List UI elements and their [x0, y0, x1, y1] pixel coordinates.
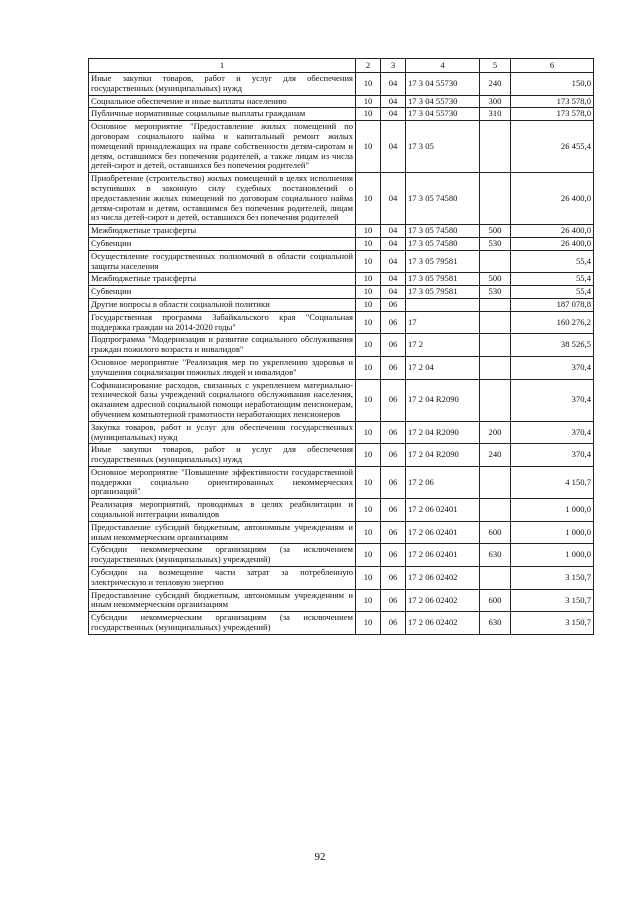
row-name-cell: Субвенции [89, 286, 356, 299]
row-subsection-cell: 04 [381, 95, 406, 108]
table-row [89, 356, 594, 379]
row-subsection-cell: 04 [381, 225, 406, 238]
row-target-article-cell: 17 2 04 [406, 356, 480, 379]
row-name-cell: Субсидии на возмещение части затрат за потребленную электрическую и тепловую энергию [89, 567, 356, 590]
table-row [89, 173, 594, 225]
row-subsection-cell: 04 [381, 237, 406, 250]
table-row [89, 311, 594, 334]
row-target-article-cell: 17 2 04 R2090 [406, 421, 480, 444]
row-name-cell: Иные закупки товаров, работ и услуг для обеспечения государственных (муниципальных) нужд [89, 444, 356, 467]
row-amount-cell: 173 578,0 [511, 95, 594, 108]
row-amount-cell: 38 526,5 [511, 334, 594, 357]
row-expense-type-cell: 240 [480, 444, 511, 467]
row-amount-cell: 160 276,2 [511, 311, 594, 334]
row-name-cell: Государственная программа Забайкальского края "Социальная поддержка граждан на 2014-2020 годы" [89, 311, 356, 334]
row-name-cell: Межбюджетные трансферты [89, 273, 356, 286]
table-header-row [89, 59, 594, 73]
row-section-cell: 10 [356, 237, 381, 250]
row-name-cell: Основное мероприятие "Повышение эффективности государственной поддержки социально ориентированных некоммерческих организаций" [89, 466, 356, 498]
row-expense-type-cell [480, 379, 511, 421]
row-expense-type-cell: 240 [480, 73, 511, 96]
row-expense-type-cell [480, 466, 511, 498]
row-section-cell: 10 [356, 521, 381, 544]
row-name-cell: Приобретение (строительство) жилых помещений в целях исполнения вступивших в законную силу судебных постановлений о предоставлении жилых помещений по договорам социального найма детям-сиротам и детям, оставшимся без попечения родителей, лицам из числа детей-сирот и детей, оставшихся без попечения родителей [89, 173, 356, 225]
row-name-cell: Осуществление государственных полномочий в области социальной защиты населения [89, 250, 356, 273]
table-row [89, 250, 594, 273]
table-row [89, 421, 594, 444]
table-row [89, 379, 594, 421]
row-section-cell: 10 [356, 421, 381, 444]
row-section-cell: 10 [356, 286, 381, 299]
table-row [89, 273, 594, 286]
row-name-cell: Субвенции [89, 237, 356, 250]
row-target-article-cell: 17 3 05 74580 [406, 173, 480, 225]
row-target-article-cell: 17 2 06 02401 [406, 544, 480, 567]
row-name-cell: Межбюджетные трансферты [89, 225, 356, 238]
row-name-cell: Основное мероприятие "Предоставление жилых помещений по договорам социального найма и капитальный ремонт жилых помещений принадлежащих на праве собственности детям-сиротам и детям, оставшимся без попечения родителей, а также лицам из числа детей-сирот и детей, оставшихся без попечения родителей" [89, 121, 356, 173]
row-target-article-cell: 17 3 05 79581 [406, 273, 480, 286]
row-expense-type-cell [480, 334, 511, 357]
row-expense-type-cell: 500 [480, 273, 511, 286]
row-subsection-cell: 06 [381, 298, 406, 311]
table-row [89, 444, 594, 467]
row-target-article-cell: 17 2 06 02402 [406, 589, 480, 612]
row-target-article-cell: 17 3 05 79581 [406, 250, 480, 273]
row-subsection-cell: 04 [381, 121, 406, 173]
row-name-cell: Иные закупки товаров, работ и услуг для обеспечения государственных (муниципальных) нужд [89, 73, 356, 96]
row-target-article-cell: 17 3 05 [406, 121, 480, 173]
header-col-6: 6 [511, 59, 594, 73]
row-section-cell: 10 [356, 334, 381, 357]
row-name-cell: Основное мероприятие "Реализация мер по укреплению здоровья и улучшения социализации пожилых людей и инвалидов" [89, 356, 356, 379]
row-amount-cell: 150,0 [511, 73, 594, 96]
row-target-article-cell: 17 2 06 02402 [406, 567, 480, 590]
row-name-cell: Субсидии некоммерческим организациям (за исключением государственных (муниципальных) учреждений) [89, 544, 356, 567]
row-amount-cell: 55,4 [511, 250, 594, 273]
row-expense-type-cell: 530 [480, 286, 511, 299]
row-section-cell: 10 [356, 73, 381, 96]
row-subsection-cell: 06 [381, 521, 406, 544]
row-target-article-cell: 17 2 06 02402 [406, 612, 480, 635]
table-row [89, 73, 594, 96]
row-target-article-cell: 17 [406, 311, 480, 334]
row-subsection-cell: 04 [381, 73, 406, 96]
row-target-article-cell: 17 3 04 55730 [406, 73, 480, 96]
row-expense-type-cell: 200 [480, 421, 511, 444]
row-target-article-cell: 17 3 05 74580 [406, 237, 480, 250]
row-subsection-cell: 06 [381, 356, 406, 379]
row-name-cell: Подпрограмма "Модернизация и развитие социального обслуживания граждан пожилого возраста и инвалидов" [89, 334, 356, 357]
table-row [89, 95, 594, 108]
row-amount-cell: 370,4 [511, 444, 594, 467]
row-target-article-cell: 17 3 04 55730 [406, 108, 480, 121]
row-section-cell: 10 [356, 298, 381, 311]
row-section-cell: 10 [356, 466, 381, 498]
row-name-cell: Социальное обеспечение и иные выплаты населению [89, 95, 356, 108]
row-subsection-cell: 06 [381, 612, 406, 635]
row-expense-type-cell: 310 [480, 108, 511, 121]
row-target-article-cell: 17 2 06 [406, 466, 480, 498]
row-amount-cell: 370,4 [511, 379, 594, 421]
row-name-cell: Реализация мероприятий, проводимых в целях реабилитации и социальной интеграции инвалидов [89, 499, 356, 522]
table-row [89, 612, 594, 635]
row-amount-cell: 1 000,0 [511, 521, 594, 544]
row-subsection-cell: 06 [381, 589, 406, 612]
row-name-cell: Субсидии некоммерческим организациям (за исключением государственных (муниципальных) учреждений) [89, 612, 356, 635]
budget-table-body [89, 59, 594, 635]
table-row [89, 466, 594, 498]
budget-table [88, 58, 594, 635]
row-expense-type-cell [480, 250, 511, 273]
row-section-cell: 10 [356, 121, 381, 173]
row-expense-type-cell [480, 499, 511, 522]
row-subsection-cell: 06 [381, 567, 406, 590]
row-section-cell: 10 [356, 444, 381, 467]
row-target-article-cell: 17 2 06 02401 [406, 499, 480, 522]
row-name-cell: Другие вопросы в области социальной политики [89, 298, 356, 311]
row-subsection-cell: 06 [381, 421, 406, 444]
row-section-cell: 10 [356, 311, 381, 334]
row-name-cell: Закупка товаров, работ и услуг для обеспечения государственных (муниципальных) нужд [89, 421, 356, 444]
row-expense-type-cell [480, 311, 511, 334]
header-col-2: 2 [356, 59, 381, 73]
row-section-cell: 10 [356, 567, 381, 590]
row-subsection-cell: 06 [381, 334, 406, 357]
row-amount-cell: 370,4 [511, 356, 594, 379]
row-target-article-cell: 17 3 05 79581 [406, 286, 480, 299]
row-section-cell: 10 [356, 356, 381, 379]
row-amount-cell: 1 000,0 [511, 544, 594, 567]
header-col-5: 5 [480, 59, 511, 73]
row-subsection-cell: 06 [381, 379, 406, 421]
row-expense-type-cell: 600 [480, 589, 511, 612]
row-subsection-cell: 06 [381, 544, 406, 567]
row-subsection-cell: 04 [381, 173, 406, 225]
row-section-cell: 10 [356, 273, 381, 286]
row-target-article-cell: 17 3 05 74580 [406, 225, 480, 238]
row-section-cell: 10 [356, 108, 381, 121]
row-amount-cell: 370,4 [511, 421, 594, 444]
row-subsection-cell: 06 [381, 499, 406, 522]
table-row [89, 108, 594, 121]
header-col-1: 1 [89, 59, 356, 73]
row-name-cell: Предоставление субсидий бюджетным, автономным учреждениям и иным некоммерческим организациям [89, 521, 356, 544]
table-row [89, 334, 594, 357]
row-expense-type-cell [480, 121, 511, 173]
row-section-cell: 10 [356, 225, 381, 238]
table-row [89, 589, 594, 612]
row-target-article-cell: 17 2 06 02401 [406, 521, 480, 544]
row-amount-cell: 3 150,7 [511, 567, 594, 590]
row-amount-cell: 26 400,0 [511, 173, 594, 225]
row-target-article-cell: 17 3 04 55730 [406, 95, 480, 108]
table-row [89, 567, 594, 590]
table-row [89, 121, 594, 173]
row-amount-cell: 3 150,7 [511, 612, 594, 635]
row-section-cell: 10 [356, 379, 381, 421]
row-expense-type-cell: 630 [480, 544, 511, 567]
row-name-cell: Публичные нормативные социальные выплаты гражданам [89, 108, 356, 121]
row-expense-type-cell: 500 [480, 225, 511, 238]
row-target-article-cell: 17 2 [406, 334, 480, 357]
row-name-cell: Софинансирование расходов, связанных с укреплением материально-технической базы учреждений социального обслуживания населения, оказанием адресной социальной помощи неработающим пенсионерам, обучением компьютерной грамотности неработающих пенсионеров [89, 379, 356, 421]
row-name-cell: Предоставление субсидий бюджетным, автономным учреждениям и иным некоммерческим организациям [89, 589, 356, 612]
row-amount-cell: 26 400,0 [511, 237, 594, 250]
row-amount-cell: 3 150,7 [511, 589, 594, 612]
table-row [89, 237, 594, 250]
row-expense-type-cell [480, 567, 511, 590]
table-row [89, 298, 594, 311]
header-col-4: 4 [406, 59, 480, 73]
row-section-cell: 10 [356, 612, 381, 635]
row-section-cell: 10 [356, 250, 381, 273]
row-amount-cell: 173 578,0 [511, 108, 594, 121]
row-target-article-cell: 17 2 04 R2090 [406, 379, 480, 421]
row-section-cell: 10 [356, 544, 381, 567]
row-section-cell: 10 [356, 95, 381, 108]
table-row [89, 286, 594, 299]
row-expense-type-cell: 600 [480, 521, 511, 544]
table-row [89, 521, 594, 544]
table-row [89, 499, 594, 522]
row-expense-type-cell: 530 [480, 237, 511, 250]
row-target-article-cell [406, 298, 480, 311]
row-target-article-cell: 17 2 04 R2090 [406, 444, 480, 467]
row-subsection-cell: 04 [381, 273, 406, 286]
row-section-cell: 10 [356, 499, 381, 522]
row-expense-type-cell [480, 298, 511, 311]
table-row [89, 225, 594, 238]
row-section-cell: 10 [356, 173, 381, 225]
row-expense-type-cell: 630 [480, 612, 511, 635]
row-section-cell: 10 [356, 589, 381, 612]
row-subsection-cell: 04 [381, 108, 406, 121]
row-expense-type-cell: 300 [480, 95, 511, 108]
row-subsection-cell: 04 [381, 250, 406, 273]
header-col-3: 3 [381, 59, 406, 73]
row-expense-type-cell [480, 356, 511, 379]
row-amount-cell: 26 455,4 [511, 121, 594, 173]
row-subsection-cell: 04 [381, 286, 406, 299]
row-amount-cell: 26 400,0 [511, 225, 594, 238]
row-amount-cell: 4 150,7 [511, 466, 594, 498]
row-expense-type-cell [480, 173, 511, 225]
row-amount-cell: 187 078,8 [511, 298, 594, 311]
row-amount-cell: 55,4 [511, 273, 594, 286]
table-row [89, 544, 594, 567]
row-subsection-cell: 06 [381, 466, 406, 498]
row-amount-cell: 1 000,0 [511, 499, 594, 522]
row-amount-cell: 55,4 [511, 286, 594, 299]
page-number: 92 [314, 851, 326, 863]
row-subsection-cell: 06 [381, 311, 406, 334]
row-subsection-cell: 06 [381, 444, 406, 467]
